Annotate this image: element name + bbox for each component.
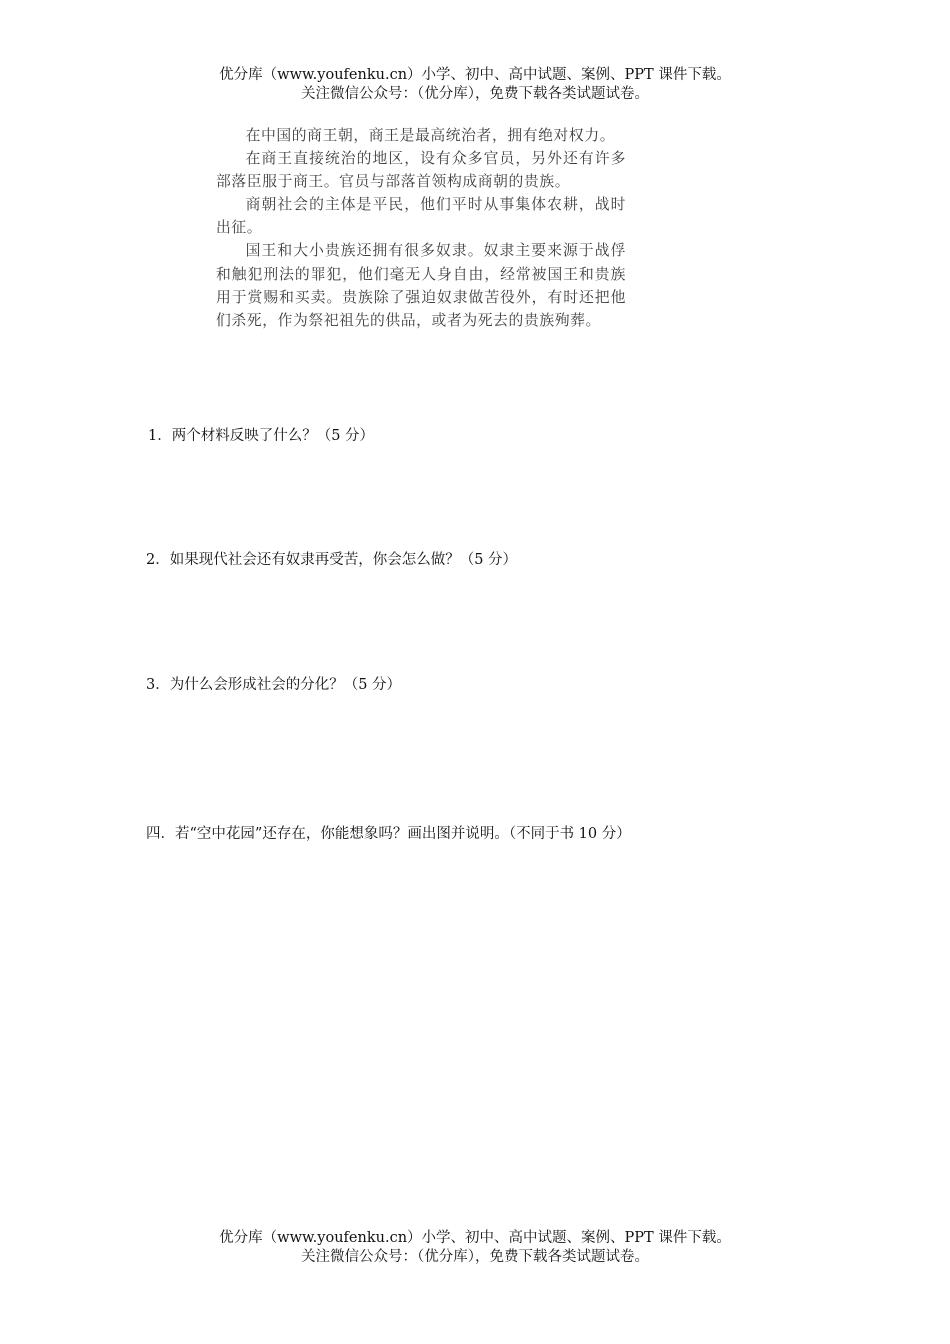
footer-line-1: 优分库（www.youfenku.cn）小学、初中、高中试题、案例、PPT 课件下载。	[219, 1230, 731, 1246]
header-line-1: 优分库（www.youfenku.cn）小学、初中、高中试题、案例、PPT 课件下载。	[219, 67, 731, 83]
question-2: 2．如果现代社会还有奴隶再受苦，你会怎么做？（5 分）	[146, 552, 518, 568]
page-footer	[0, 1229, 950, 1267]
excerpt-paragraph: 在商王直接统治的地区，设有众多官员，另外还有许多部落臣服于商王。官员与部落首领构成商朝的贵族。	[216, 150, 626, 191]
excerpt-paragraph: 在中国的商王朝，商王是最高统治者，拥有绝对权力。	[245, 127, 616, 144]
question-3: 3．为什么会形成社会的分化？（5 分）	[146, 677, 402, 693]
question-section-4: 四．若“空中花园”还存在，你能想象吗？画出图并说明。（不同于书 10 分）	[146, 826, 631, 842]
header-line-2: 关注微信公众号：（优分库），免费下载各类试题试卷。	[301, 86, 649, 102]
excerpt-paragraph: 商朝社会的主体是平民，他们平时从事集体农耕，战时出征。	[216, 196, 626, 237]
question-1: 1．两个材料反映了什么？（5 分）	[148, 428, 375, 444]
excerpt-paragraph: 国王和大小贵族还拥有很多奴隶。奴隶主要来源于战俘和触犯刑法的罪犯，他们毫无人身自由，经常被国王和贵族用于赏赐和买卖。贵族除了强迫奴隶做苦役外，有时还把他们杀死，作为祭祀祖先的供品，或者为死去的贵族殉葬。	[216, 242, 626, 329]
footer-line-2: 关注微信公众号：（优分库），免费下载各类试题试卷。	[301, 1249, 649, 1265]
source-excerpt-image	[216, 124, 626, 406]
page-header	[0, 66, 950, 104]
